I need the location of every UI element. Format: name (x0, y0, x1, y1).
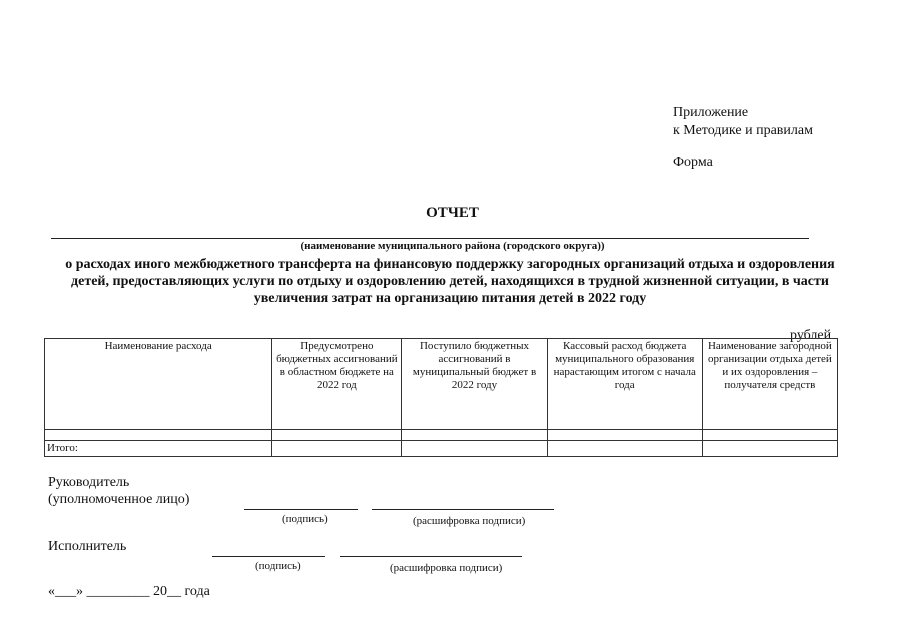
report-title: ОТЧЕТ (426, 205, 479, 221)
head-decoding-field[interactable] (372, 509, 554, 510)
head-signature-field[interactable] (244, 509, 358, 510)
executor-signature-caption: (подпись) (255, 560, 301, 572)
column-header-expense-name: Наименование расхода (45, 339, 272, 430)
form-label: Форма (673, 155, 713, 170)
column-header-planned-allocations: Предусмотрено бюджетных ассигнований в областном бюджете на 2022 год (272, 339, 402, 430)
head-signature-caption: (подпись) (282, 513, 328, 525)
table-header-row (45, 339, 838, 430)
executor-decoding-field[interactable] (340, 556, 522, 557)
column-header-received-allocations: Поступило бюджетных ассигнований в муниципальный бюджет в 2022 году (402, 339, 547, 430)
appendix-line-1: Приложение (673, 105, 749, 120)
total-row (45, 441, 838, 457)
table-cell[interactable] (547, 441, 702, 457)
head-decoding-caption: (расшифровка подписи) (413, 515, 526, 527)
table-row (45, 430, 838, 441)
report-subtitle: о расходах иного межбюджетного трансферта на финансовую поддержку загородных организаций отдыха и оздоровления детей, предоставляющих услуги по отдыху и оздоровлению детей, находящихся в трудной жизненной ситуации, в части увеличения затрат на организацию питания детей в 2022 году (65, 257, 835, 306)
head-label-line-1: Руководитель (48, 475, 130, 490)
total-label: Итого: (45, 441, 272, 457)
column-header-recipient-organization: Наименование загородной организации отдыха детей и их оздоровления – получателя средств (702, 339, 837, 430)
appendix-line-2: к Методике и правилам (673, 123, 813, 138)
currency-unit: рублей (790, 328, 832, 343)
head-label (48, 474, 189, 508)
expense-report-table (44, 338, 838, 457)
report-date-line[interactable]: «___» _________ 20__ года (48, 584, 210, 599)
executor-signature-field[interactable] (212, 556, 325, 557)
head-label-line-2: (уполномоченное лицо) (48, 492, 190, 507)
table-cell[interactable] (547, 430, 702, 441)
appendix-block (673, 104, 813, 140)
municipality-name-line (51, 238, 809, 239)
executor-decoding-caption: (расшифровка подписи) (390, 562, 503, 574)
table-cell[interactable] (702, 441, 837, 457)
table-cell[interactable] (272, 430, 402, 441)
table-cell[interactable] (702, 430, 837, 441)
municipality-name-caption: (наименование муниципального района (городского округа)) (300, 240, 605, 252)
column-header-cash-expense: Кассовый расход бюджета муниципального образования нарастающим итогом с начала года (547, 339, 702, 430)
table-cell[interactable] (272, 441, 402, 457)
table-cell[interactable] (402, 430, 547, 441)
table-cell[interactable] (45, 430, 272, 441)
executor-label: Исполнитель (48, 539, 127, 554)
table-cell[interactable] (402, 441, 547, 457)
